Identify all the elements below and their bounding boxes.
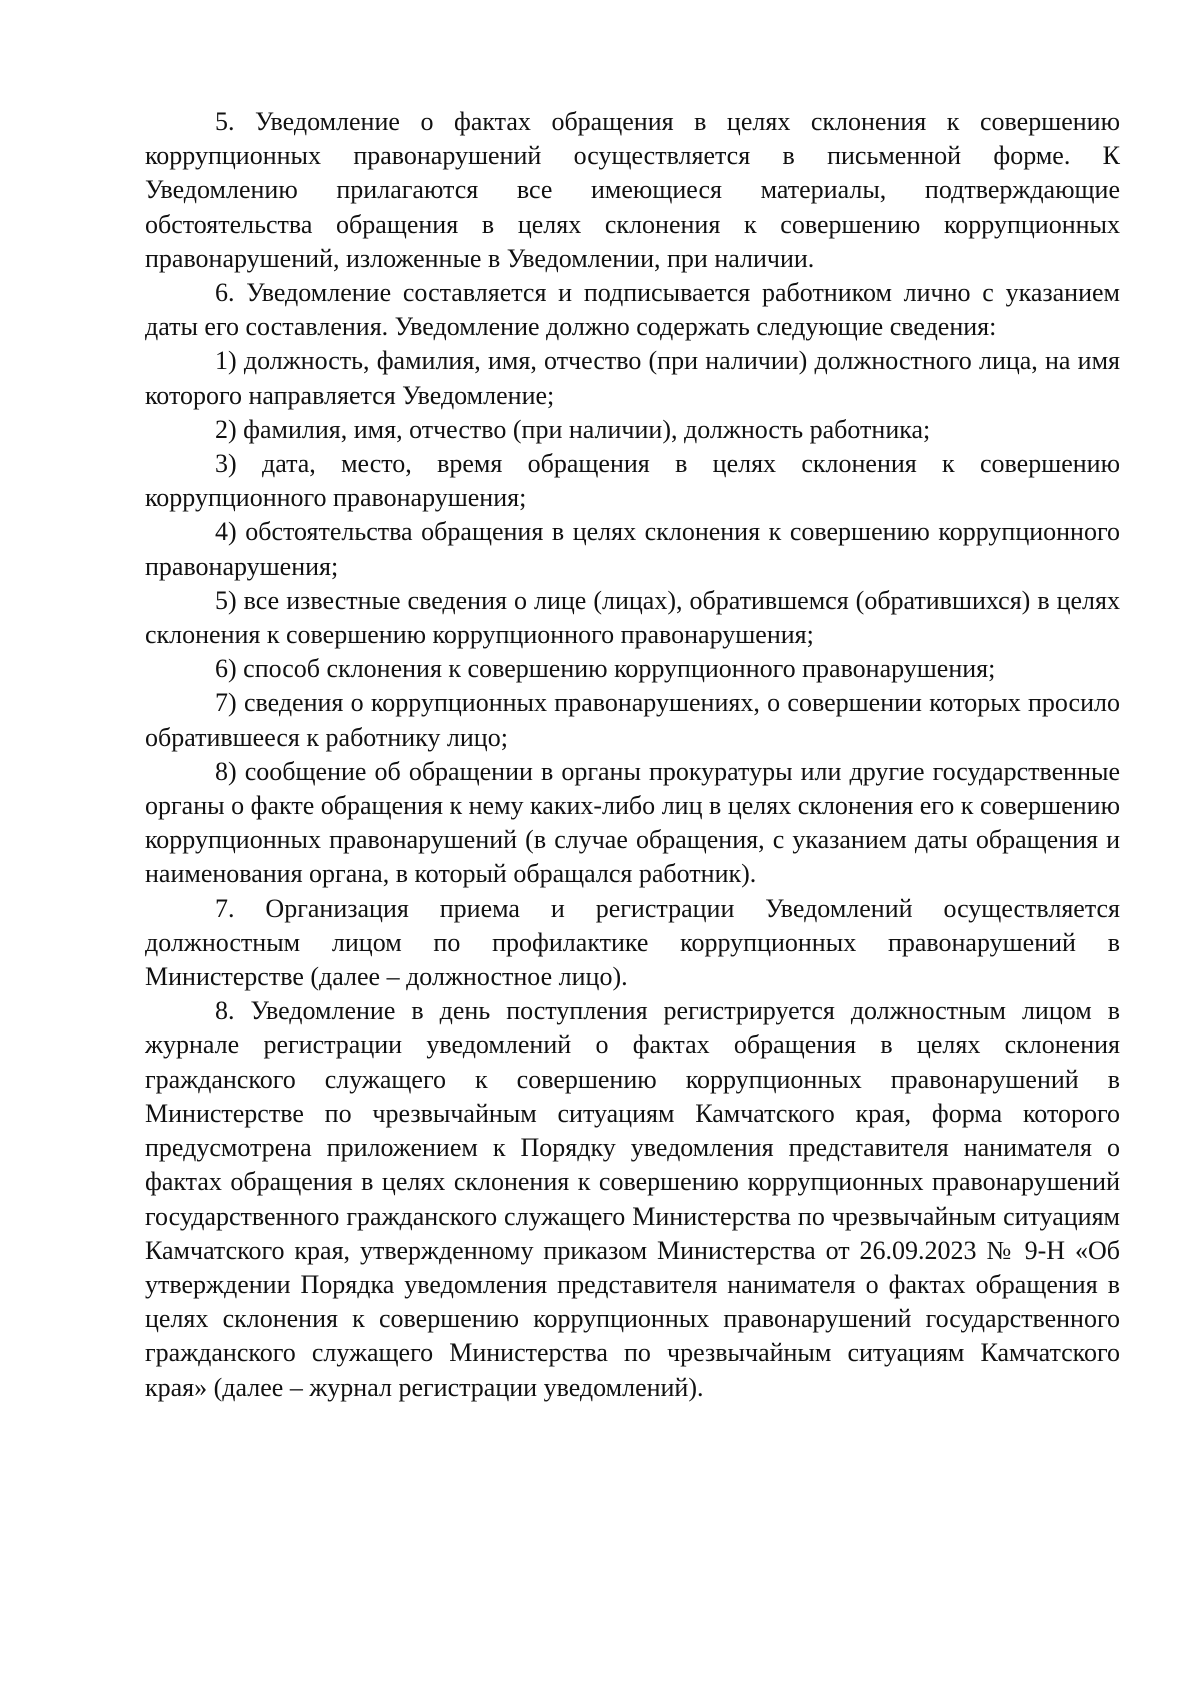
paragraph-item-7: 7. Организация приема и регистрации Уведомлений осуществляется должностным лицом по профилактике коррупционных правонарушений в Министерстве (далее – должностное лицо).: [145, 893, 1120, 992]
list-item-1: 1) должность, фамилия, имя, отчество (при наличии) должностного лица, на имя которого направляется Уведомление;: [145, 346, 1120, 410]
list-item-3: 3) дата, место, время обращения в целях склонения к совершению коррупционного правонарушения;: [145, 449, 1120, 513]
paragraph-item-8: 8. Уведомление в день поступления регистрируется должностным лицом в журнале регистрации уведомлений о фактах обращения в целях склонения гражданского служащего к совершению коррупционных правонарушений в Министерстве по чрезвычайным ситуациям Камчатского края, форма которого предусмотрена приложением к Порядку уведомления представителя нанимателя о фактах обращения в целях склонения к совершению коррупционных правонарушений государственного гражданского служащего Министерства по чрезвычайным ситуациям Камчатского края, утвержденному приказом Министерства от 26.09.2023 № 9-Н «Об утверждении Порядка уведомления представителя нанимателя о фактах обращения в целях склонения к совершению коррупционных правонарушений государственного гражданского служащего Министерства по чрезвычайным ситуациям Камчатского края» (далее – журнал регистрации уведомлений).: [145, 996, 1120, 1402]
paragraph-item-6: 6. Уведомление составляется и подписывается работником лично с указанием даты его составления. Уведомление должно содержать следующие сведения:: [145, 278, 1120, 342]
list-item-4: 4) обстоятельства обращения в целях склонения к совершению коррупционного правонарушения;: [145, 517, 1120, 581]
list-item-6: 6) способ склонения к совершению коррупционного правонарушения;: [215, 654, 996, 684]
list-item-5: 5) все известные сведения о лице (лицах), обратившемся (обратившихся) в целях склонения к совершению коррупционного правонарушения;: [145, 585, 1120, 650]
paragraph-item-5: 5. Уведомление о фактах обращения в целях склонения к совершению коррупционных правонарушений осуществляется в письменной форме. К Уведомлению прилагаются все имеющиеся материалы, подтверждающие обстоятельства обращения в целях склонения к совершению коррупционных правонарушений, изложенные в Уведомлении, при наличии.: [145, 107, 1120, 273]
list-item-2: 2) фамилия, имя, отчество (при наличии), должность работника;: [215, 414, 931, 444]
list-item-8: 8) сообщение об обращении в органы прокуратуры или другие государственные органы о факте обращения к нему каких-либо лиц в целях склонения его к совершению коррупционных правонарушений (в случае обращения, с указанием даты обращения и наименования органа, в который обращался работник).: [145, 756, 1120, 889]
list-item-7: 7) сведения о коррупционных правонарушениях, о совершении которых просило обратившееся к работнику лицо;: [145, 688, 1120, 752]
